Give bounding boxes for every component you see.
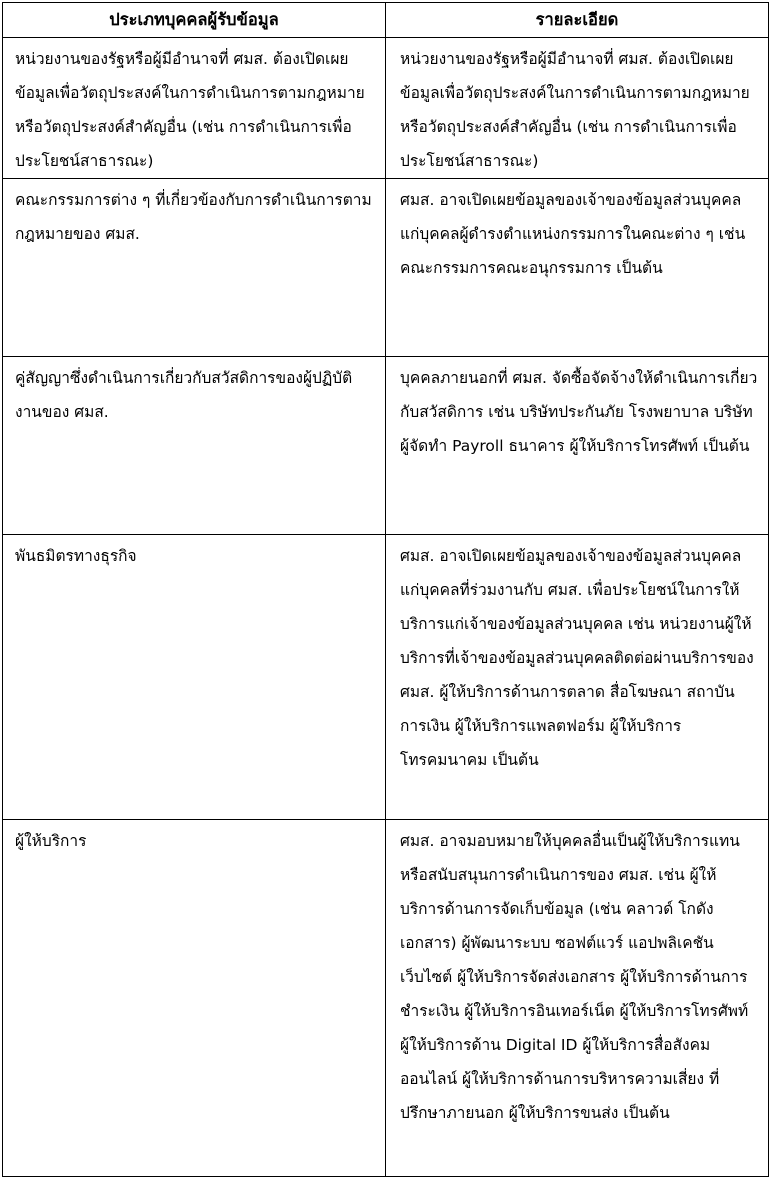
recipient-type-text: หน่วยงานของรัฐหรือผู้มีอำนาจที่ ศมส. ต้องเปิดเผยข้อมูลเพื่อวัตถุประสงค์ในการดำเนินการตามกฎหมายหรือวัตถุประสงค์สำคัญอื่น (เช่น การดำเนินการเพื่อประโยชน์สาธารณะ) [15, 50, 365, 170]
table-row [3, 38, 769, 179]
recipient-type-text: คณะกรรมการต่าง ๆ ที่เกี่ยวข้องกับการดำเนินการตามกฎหมายของ ศมส. [15, 191, 372, 243]
detail-cell [386, 38, 769, 179]
table-row [3, 535, 769, 820]
recipient-type-cell [3, 179, 386, 357]
table-row [3, 357, 769, 535]
detail-cell [386, 535, 769, 820]
recipient-type-text: คู่สัญญาซึ่งดำเนินการเกี่ยวกับสวัสดิการของผู้ปฏิบัติงานของ ศมส. [15, 369, 353, 421]
detail-cell [386, 357, 769, 535]
recipient-type-text: พันธมิตรทางธุรกิจ [15, 547, 137, 565]
header-detail: รายละเอียด [386, 3, 769, 38]
table-header-row [3, 3, 769, 38]
recipient-type-text: ผู้ให้บริการ [15, 832, 87, 850]
table-row [3, 820, 769, 1177]
recipient-type-cell [3, 357, 386, 535]
detail-text: ศมส. อาจเปิดเผยข้อมูลของเจ้าของข้อมูลส่วนบุคคลแก่บุคคลที่ร่วมงานกับ ศมส. เพื่อประโยชน์ในการให้บริการแก่เจ้าของข้อมูลส่วนบุคคล เช่น หน่วยงานผู้ให้บริการที่เจ้าของข้อมูลส่วนบุคคลติดต่อผ่านบริการของ ศมส. ผู้ให้บริการด้านการตลาด สื่อโฆษณา สถาบันการเงิน ผู้ให้บริการแพลตฟอร์ม ผู้ให้บริการโทรคมนาคม เป็นต้น [400, 547, 754, 769]
table-row [3, 179, 769, 357]
detail-text: ศมส. อาจเปิดเผยข้อมูลของเจ้าของข้อมูลส่วนบุคคลแก่บุคคลผู้ดำรงตำแหน่งกรรมการในคณะต่าง ๆ เช่น คณะกรรมการคณะอนุกรรมการ เป็นต้น [400, 191, 746, 277]
header-recipient-type: ประเภทบุคคลผู้รับข้อมูล [3, 3, 386, 38]
detail-text: หน่วยงานของรัฐหรือผู้มีอำนาจที่ ศมส. ต้องเปิดเผยข้อมูลเพื่อวัตถุประสงค์ในการดำเนินการตามกฎหมายหรือวัตถุประสงค์สำคัญอื่น (เช่น การดำเนินการเพื่อประโยชน์สาธารณะ) [400, 50, 750, 170]
recipient-types-table [2, 2, 769, 1177]
recipient-type-cell [3, 535, 386, 820]
detail-text: ศมส. อาจมอบหมายให้บุคคลอื่นเป็นผู้ให้บริการแทน หรือสนับสนุนการดำเนินการของ ศมส. เช่น ผู้ให้บริการด้านการจัดเก็บข้อมูล (เช่น คลาวด์ โกดังเอกสาร) ผู้พัฒนาระบบ ซอฟต์แวร์ แอปพลิเคชัน เว็บไซต์ ผู้ให้บริการจัดส่งเอกสาร ผู้ให้บริการด้านการชำระเงิน ผู้ให้บริการอินเทอร์เน็ต ผู้ให้บริการโทรศัพท์ ผู้ให้บริการด้าน Digital ID ผู้ให้บริการสื่อสังคมออนไลน์ ผู้ให้บริการด้านการบริหารความเสี่ยง ที่ปรึกษาภายนอก ผู้ให้บริการขนส่ง เป็นต้น [400, 832, 749, 1122]
detail-cell [386, 179, 769, 357]
detail-text: บุคคลภายนอกที่ ศมส. จัดซื้อจัดจ้างให้ดำเนินการเกี่ยวกับสวัสดิการ เช่น บริษัทประกันภัย โรงพยาบาล บริษัทผู้จัดทำ Payroll ธนาคาร ผู้ให้บริการโทรศัพท์ เป็นต้น [400, 369, 758, 455]
detail-cell [386, 820, 769, 1177]
recipient-type-cell [3, 38, 386, 179]
recipient-type-cell [3, 820, 386, 1177]
